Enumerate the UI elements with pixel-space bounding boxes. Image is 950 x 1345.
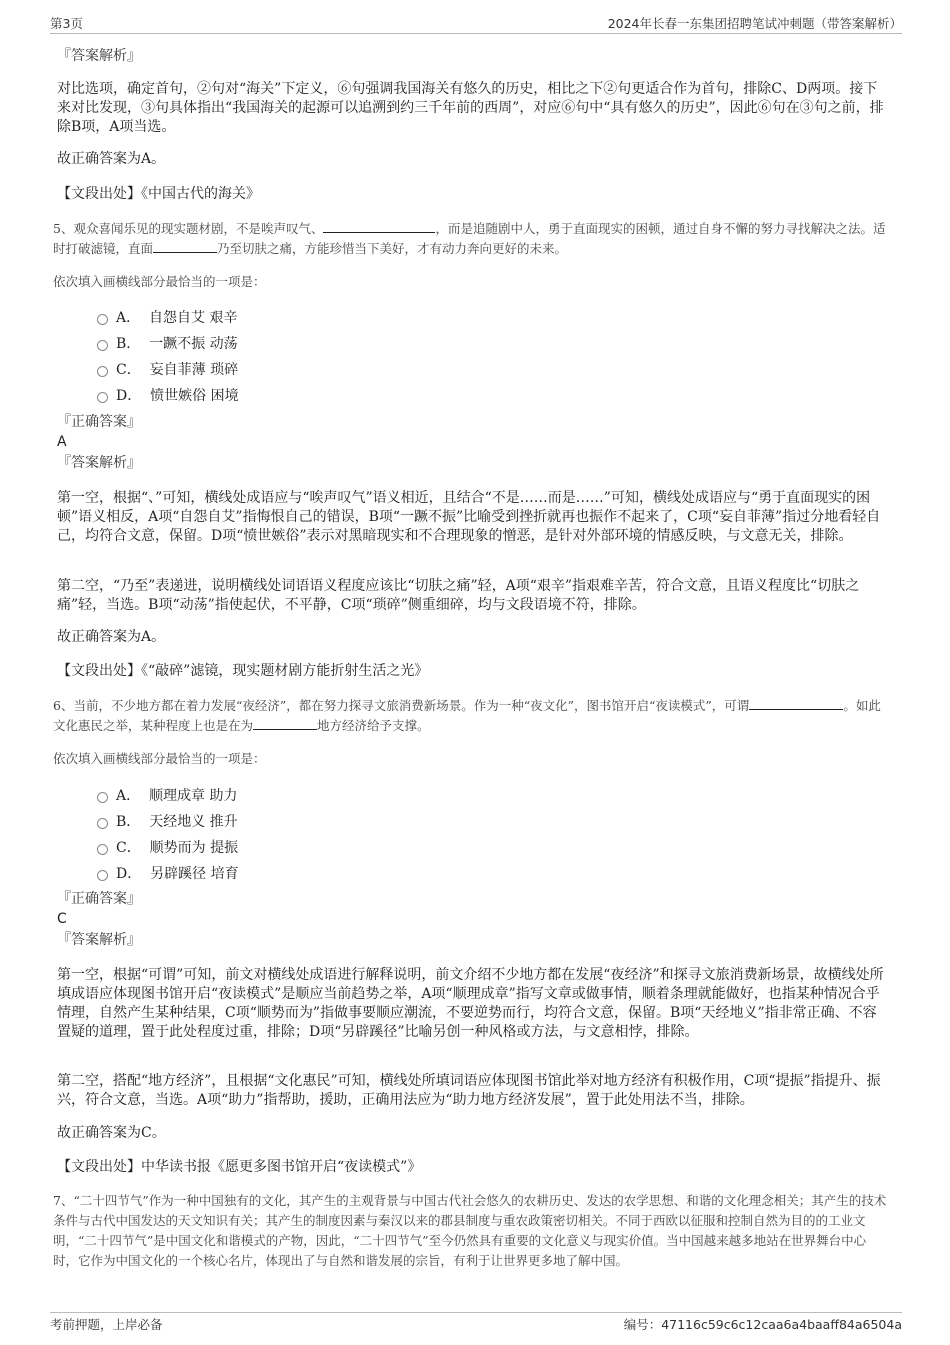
q5-analysis-p1: 第一空，根据“、”可知，横线处成语应与“唉声叹气”语义相近，且结合“不是……而是……”可知，横线处成语应与“勇于直面现实的困顿”语义相反，A项“自怨自艾”指悔恨自己的错误，B项“一蹶不振”比喻受到挫折就再也振作不起来了，C项“妄自菲薄”指过分地看轻自己，均符合文意，保留。D项“愤世嫉俗”表示对黑暗现实和不合理现象的憎恶，是针对外部环境的情感反映，与文意无关，排除。 [57, 490, 881, 544]
q6-stem [53, 696, 887, 736]
radio-icon[interactable] [97, 792, 108, 803]
footer-divider [50, 1312, 902, 1313]
q6-option-a[interactable]: A． 顺理成章 助力 [97, 783, 239, 809]
q6-options [97, 783, 239, 887]
q4-conclusion: 故正确答案为A。 [57, 151, 166, 167]
q4-analysis-p1: 对比选项，确定首句，②句对“海关”下定义，⑥句强调我国海关有悠久的历史，相比之下②句更适合作为首句，排除C、D两项。接下来对比发现，③句具体指出“我国海关的起源可以追溯到约三千年前的西周”，对应⑥句中“具有悠久的历史”，因此⑥句在③句之前，排除B项，A项当选。 [57, 81, 884, 135]
q6-answer: C [57, 911, 67, 927]
q5-stem [53, 219, 887, 259]
q6-blank-1 [749, 697, 843, 710]
q6-prompt: 依次填入画横线部分最恰当的一项是： [53, 751, 266, 766]
document-title: 2024年长春一东集团招聘笔试冲刺题（带答案解析） [607, 16, 902, 31]
q5-stem-part2: ，而是追随剧中人，勇于直面现实的困顿，通过自身不懈的努力寻找解决之法。适时打破滤镜，直面 [53, 221, 886, 256]
q5-analysis-p2: 第二空，“乃至”表递进，说明横线处词语语义程度应该比“切肤之痛”轻，A项“艰辛”指艰难辛苦，符合文意，且语义程度比“切肤之痛”轻，当选。B项“动荡”指使起伏，不平静，C项“琐碎”侧重细碎，均与文段语境不符，排除。 [57, 578, 860, 613]
q6-option-b[interactable]: B． 天经地义 推升 [97, 809, 239, 835]
q5-stem-part1: 5、观众喜闻乐见的现实题材剧，不是唉声叹气、 [53, 221, 324, 236]
q5-correct-label: 『正确答案』 [57, 414, 141, 430]
radio-icon[interactable] [97, 870, 108, 881]
page-footer [50, 1315, 902, 1335]
q6-correct-label: 『正确答案』 [57, 891, 141, 907]
q6-option-d[interactable]: D． 另辟蹊径 培育 [97, 861, 239, 887]
page-header [50, 14, 902, 34]
q6-conclusion: 故正确答案为C。 [57, 1125, 166, 1141]
radio-icon[interactable] [97, 366, 108, 377]
q5-option-a[interactable]: A． 自怨自艾 艰辛 [97, 305, 239, 331]
q6-analysis-p2: 第二空，搭配“地方经济”，且根据“文化惠民”可知，横线处所填词语应体现图书馆此举对地方经济有积极作用，C项“提振”指提升、振兴，符合文意，当选。A项“助力”指帮助，援助，正确用法应为“助力地方经济发展”，置于此处用法不当，排除。 [57, 1073, 881, 1108]
document-code: 编号：47116c59c6c12caa6a4baaff84a6504a [623, 1317, 902, 1332]
q5-option-d[interactable]: D． 愤世嫉俗 困境 [97, 383, 239, 409]
q6-analysis-label: 『答案解析』 [57, 932, 141, 948]
q6-stem-part2: 。如此文化惠民之举，某种程度上也是在为 [53, 698, 881, 733]
q5-blank-1 [323, 220, 435, 233]
q6-source: 【文段出处】中华读书报《愿更多图书馆开启“夜读模式”》 [57, 1159, 422, 1175]
footer-slogan: 考前押题，上岸必备 [50, 1317, 163, 1332]
q5-conclusion: 故正确答案为A。 [57, 629, 166, 645]
q5-options [97, 305, 239, 409]
q5-blank-2 [153, 240, 217, 253]
q6-analysis-p1: 第一空，根据“可谓”可知，前文对横线处成语进行解释说明，前文介绍不少地方都在发展“夜经济”和探寻文旅消费新场景，故横线处所填成语应体现图书馆开启“夜读模式”是顺应当前趋势之举，A项“顺理成章”指写文章或做事情，顺着条理就能做好，也指某种情况合乎情理，自然产生某种结果，C项“顺势而为”指做事要顺应潮流，不要逆势而行，均符合文意，保留。B项“天经地义”指非常正确、不容置疑的道理，置于此处程度过重，排除；D项“另辟蹊径”比喻另创一种风格或方法，与文意相悖，排除。 [57, 967, 884, 1040]
q6-stem-part3: 地方经济给予支撑。 [317, 718, 430, 733]
radio-icon[interactable] [97, 392, 108, 403]
q4-analysis-label: 『答案解析』 [57, 48, 141, 64]
q5-answer: A [57, 434, 67, 450]
radio-icon[interactable] [97, 818, 108, 829]
q5-option-c[interactable]: C． 妄自菲薄 琐碎 [97, 357, 239, 383]
q7-stem: 7、“二十四节气”作为一种中国独有的文化，其产生的主观背景与中国古代社会悠久的农耕历史、发达的农学思想、和谐的文化理念相关；其产生的技术条件与古代中国发达的天文知识有关；其产生的制度因素与秦汉以来的郡县制度与重农政策密切相关。不同于西欧以征服和控制自然为目的的工业文明，“二十四节气”是中国文化和谐模式的产物，因此，“二十四节气”至今仍然具有重要的文化意义与现实价值。当中国越来越多地站在世界舞台中心时，它作为中国文化的一个核心名片，体现出了与自然和谐发展的宗旨，有利于让世界更多地了解中国。 [53, 1193, 887, 1268]
q5-option-b[interactable]: B． 一蹶不振 动荡 [97, 331, 239, 357]
q5-stem-part3: 乃至切肤之痛，方能珍惜当下美好，才有动力奔向更好的未来。 [217, 241, 568, 256]
header-divider [50, 33, 902, 34]
q6-option-c[interactable]: C． 顺势而为 提振 [97, 835, 239, 861]
page-number: 第3页 [50, 16, 83, 31]
q6-stem-part1: 6、当前，不少地方都在着力发展“夜经济”，都在努力探寻文旅消费新场景。作为一种“夜文化”，图书馆开启“夜读模式”，可谓 [53, 698, 750, 713]
q5-analysis-label: 『答案解析』 [57, 455, 141, 471]
q4-source: 【文段出处】《中国古代的海关》 [57, 186, 260, 202]
q6-blank-2 [253, 717, 317, 730]
radio-icon[interactable] [97, 844, 108, 855]
q5-prompt: 依次填入画横线部分最恰当的一项是： [53, 274, 266, 289]
radio-icon[interactable] [97, 314, 108, 325]
q5-source: 【文段出处】《“敲碎”滤镜，现实题材剧方能折射生活之光》 [57, 663, 429, 679]
radio-icon[interactable] [97, 340, 108, 351]
